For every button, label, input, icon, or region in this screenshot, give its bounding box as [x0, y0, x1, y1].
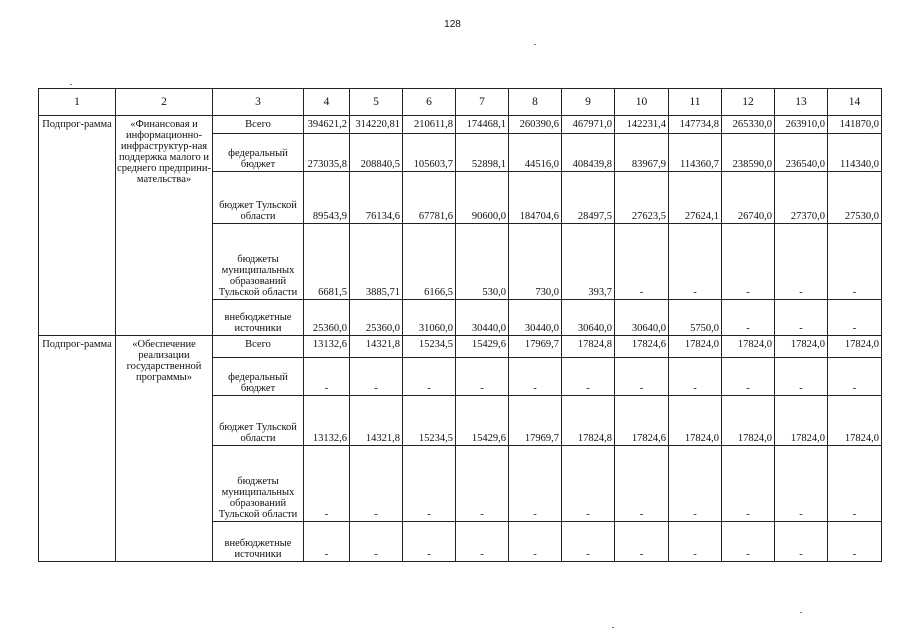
amount-cell: 730,0: [509, 224, 562, 300]
amount-cell: 273035,8: [304, 134, 350, 172]
page-number: 128: [444, 19, 461, 30]
amount-cell: -: [828, 224, 882, 300]
amount-cell: 394621,2: [304, 116, 350, 134]
amount-cell: -: [775, 224, 828, 300]
amount-cell: 26740,0: [722, 172, 775, 224]
amount-cell: 260390,6: [509, 116, 562, 134]
amount-cell: 15429,6: [456, 396, 509, 446]
program-name: «Финансовая и информационно-инфраструктур-ная поддержка малого и среднего предприни-мательства»: [116, 116, 213, 336]
amount-cell: -: [828, 446, 882, 522]
amount-cell: 408439,8: [562, 134, 615, 172]
amount-cell: 17824,0: [828, 336, 882, 358]
amount-cell: -: [669, 522, 722, 562]
column-number: 3: [213, 89, 304, 116]
amount-cell: 15234,5: [403, 336, 456, 358]
amount-cell: 147734,8: [669, 116, 722, 134]
amount-cell: -: [669, 224, 722, 300]
amount-cell: -: [615, 224, 669, 300]
amount-cell: -: [509, 358, 562, 396]
funding-source: федеральный бюджет: [213, 358, 304, 396]
amount-cell: 142231,4: [615, 116, 669, 134]
table-row: [39, 336, 882, 358]
funding-source: бюджеты муниципальных образований Тульской области: [213, 446, 304, 522]
amount-cell: 89543,9: [304, 172, 350, 224]
amount-cell: -: [722, 300, 775, 336]
amount-cell: 15429,6: [456, 336, 509, 358]
amount-cell: -: [304, 358, 350, 396]
amount-cell: -: [304, 446, 350, 522]
funding-source: Всего: [213, 336, 304, 358]
amount-cell: 208840,5: [350, 134, 403, 172]
amount-cell: -: [828, 358, 882, 396]
amount-cell: -: [350, 358, 403, 396]
amount-cell: -: [722, 446, 775, 522]
amount-cell: -: [775, 300, 828, 336]
funding-table: [38, 88, 882, 562]
amount-cell: -: [509, 522, 562, 562]
amount-cell: 14321,8: [350, 396, 403, 446]
amount-cell: 184704,6: [509, 172, 562, 224]
amount-cell: 25360,0: [304, 300, 350, 336]
amount-cell: 141870,0: [828, 116, 882, 134]
amount-cell: 17824,0: [722, 336, 775, 358]
amount-cell: 17824,8: [562, 396, 615, 446]
amount-cell: -: [304, 522, 350, 562]
amount-cell: 30640,0: [615, 300, 669, 336]
column-number: 10: [615, 89, 669, 116]
amount-cell: -: [615, 446, 669, 522]
column-number: 7: [456, 89, 509, 116]
program-name: «Обеспечение реализации государственной программы»: [116, 336, 213, 562]
amount-cell: -: [775, 522, 828, 562]
amount-cell: 25360,0: [350, 300, 403, 336]
column-number: 13: [775, 89, 828, 116]
amount-cell: 17824,0: [722, 396, 775, 446]
amount-cell: -: [456, 446, 509, 522]
amount-cell: 13132,6: [304, 336, 350, 358]
amount-cell: 30440,0: [456, 300, 509, 336]
amount-cell: -: [456, 358, 509, 396]
amount-cell: -: [509, 446, 562, 522]
amount-cell: 114360,7: [669, 134, 722, 172]
scan-speck: [534, 44, 536, 45]
amount-cell: -: [669, 446, 722, 522]
amount-cell: 67781,6: [403, 172, 456, 224]
amount-cell: 17824,6: [615, 336, 669, 358]
column-number: 5: [350, 89, 403, 116]
amount-cell: -: [562, 446, 615, 522]
amount-cell: 17824,0: [775, 336, 828, 358]
amount-cell: -: [350, 446, 403, 522]
amount-cell: 44516,0: [509, 134, 562, 172]
amount-cell: 13132,6: [304, 396, 350, 446]
scan-speck: [70, 84, 72, 85]
amount-cell: -: [403, 522, 456, 562]
column-number: 12: [722, 89, 775, 116]
amount-cell: 17969,7: [509, 396, 562, 446]
column-number-row: [39, 89, 882, 116]
scan-speck: [612, 627, 614, 628]
amount-cell: -: [456, 522, 509, 562]
funding-source: бюджет Тульской области: [213, 396, 304, 446]
amount-cell: 314220,81: [350, 116, 403, 134]
amount-cell: -: [615, 522, 669, 562]
amount-cell: 5750,0: [669, 300, 722, 336]
amount-cell: 83967,9: [615, 134, 669, 172]
column-number: 14: [828, 89, 882, 116]
amount-cell: 27623,5: [615, 172, 669, 224]
funding-source: внебюджетные источники: [213, 522, 304, 562]
amount-cell: 238590,0: [722, 134, 775, 172]
amount-cell: 6166,5: [403, 224, 456, 300]
amount-cell: 17824,0: [669, 336, 722, 358]
amount-cell: 17969,7: [509, 336, 562, 358]
amount-cell: -: [615, 358, 669, 396]
amount-cell: 6681,5: [304, 224, 350, 300]
amount-cell: 27370,0: [775, 172, 828, 224]
program-type: Подпрог-рамма: [39, 336, 116, 562]
program-type: Подпрог-рамма: [39, 116, 116, 336]
amount-cell: 236540,0: [775, 134, 828, 172]
amount-cell: 14321,8: [350, 336, 403, 358]
amount-cell: 530,0: [456, 224, 509, 300]
amount-cell: 17824,6: [615, 396, 669, 446]
amount-cell: 17824,0: [775, 396, 828, 446]
scan-speck: [800, 612, 802, 613]
amount-cell: -: [562, 522, 615, 562]
amount-cell: 105603,7: [403, 134, 456, 172]
funding-source: бюджеты муниципальных образований Тульской области: [213, 224, 304, 300]
column-number: 11: [669, 89, 722, 116]
column-number: 8: [509, 89, 562, 116]
amount-cell: 3885,71: [350, 224, 403, 300]
amount-cell: 30640,0: [562, 300, 615, 336]
amount-cell: -: [722, 522, 775, 562]
amount-cell: 52898,1: [456, 134, 509, 172]
amount-cell: 174468,1: [456, 116, 509, 134]
amount-cell: 265330,0: [722, 116, 775, 134]
amount-cell: 17824,8: [562, 336, 615, 358]
funding-source: внебюджетные источники: [213, 300, 304, 336]
column-number: 6: [403, 89, 456, 116]
funding-source: федеральный бюджет: [213, 134, 304, 172]
amount-cell: -: [350, 522, 403, 562]
amount-cell: 28497,5: [562, 172, 615, 224]
amount-cell: -: [562, 358, 615, 396]
amount-cell: 17824,0: [669, 396, 722, 446]
amount-cell: 15234,5: [403, 396, 456, 446]
funding-source: бюджет Тульской области: [213, 172, 304, 224]
amount-cell: 467971,0: [562, 116, 615, 134]
column-number: 4: [304, 89, 350, 116]
table-row: [39, 116, 882, 134]
column-number: 1: [39, 89, 116, 116]
amount-cell: 27530,0: [828, 172, 882, 224]
amount-cell: -: [828, 522, 882, 562]
amount-cell: -: [775, 358, 828, 396]
column-number: 9: [562, 89, 615, 116]
amount-cell: -: [669, 358, 722, 396]
amount-cell: 76134,6: [350, 172, 403, 224]
amount-cell: 30440,0: [509, 300, 562, 336]
amount-cell: -: [403, 446, 456, 522]
amount-cell: -: [722, 224, 775, 300]
amount-cell: 393,7: [562, 224, 615, 300]
amount-cell: -: [828, 300, 882, 336]
column-number: 2: [116, 89, 213, 116]
amount-cell: 263910,0: [775, 116, 828, 134]
amount-cell: 114340,0: [828, 134, 882, 172]
amount-cell: 17824,0: [828, 396, 882, 446]
amount-cell: -: [722, 358, 775, 396]
funding-source: Всего: [213, 116, 304, 134]
amount-cell: -: [403, 358, 456, 396]
amount-cell: 210611,8: [403, 116, 456, 134]
amount-cell: 31060,0: [403, 300, 456, 336]
amount-cell: -: [775, 446, 828, 522]
amount-cell: 90600,0: [456, 172, 509, 224]
amount-cell: 27624,1: [669, 172, 722, 224]
